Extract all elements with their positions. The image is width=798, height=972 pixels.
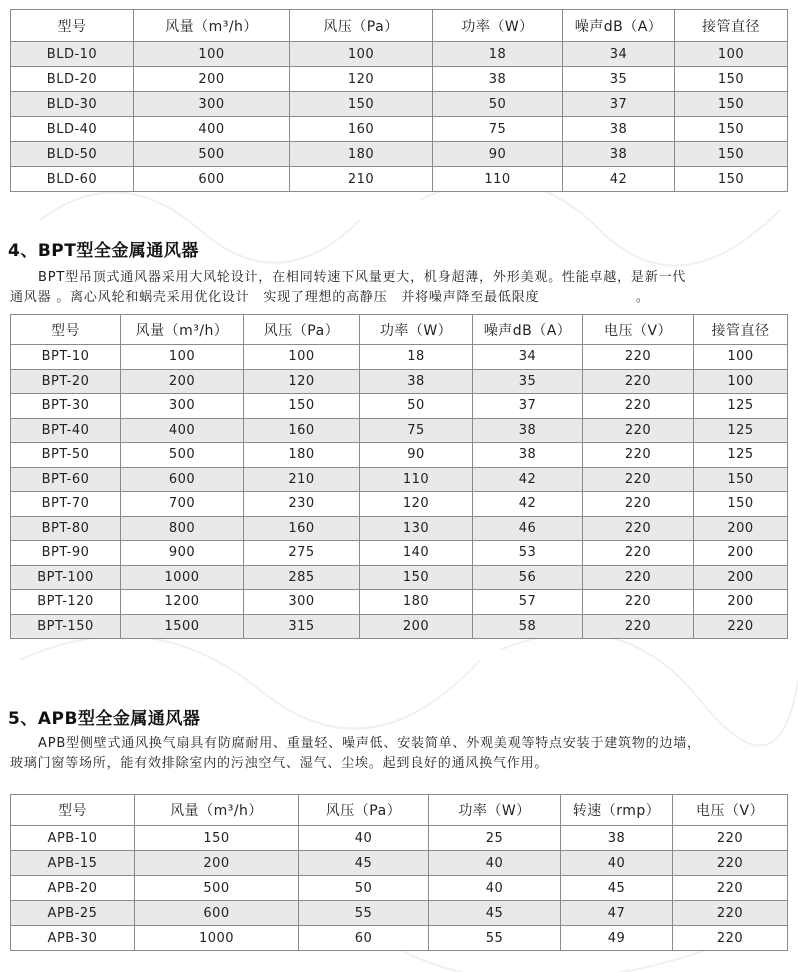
header-model: 型号 xyxy=(11,10,134,42)
cell-voltage: 220 xyxy=(583,614,694,639)
header-model: 型号 xyxy=(11,795,135,826)
cell-pipe-diameter: 100 xyxy=(694,345,788,370)
cell-power: 140 xyxy=(360,541,473,566)
section-4-description-line1: BPT型吊顶式通风器采用大风轮设计，在相同转速下风量更大，机身超薄，外形美观。性能卓越，是新一代 xyxy=(38,270,687,285)
cell-power: 90 xyxy=(360,443,473,468)
cell-pipe-diameter: 150 xyxy=(694,492,788,517)
cell-noise: 37 xyxy=(473,394,583,419)
cell-pressure: 285 xyxy=(244,565,360,590)
cell-pipe-diameter: 200 xyxy=(694,516,788,541)
cell-model: BPT-120 xyxy=(11,590,121,615)
cell-airflow: 1500 xyxy=(121,614,244,639)
cell-airflow: 900 xyxy=(121,541,244,566)
cell-model: APB-30 xyxy=(11,926,135,951)
cell-voltage: 220 xyxy=(583,467,694,492)
header-pressure: 风压（Pa） xyxy=(290,10,433,42)
bpt-spec-table xyxy=(10,314,788,639)
cell-voltage: 220 xyxy=(583,369,694,394)
cell-noise: 42 xyxy=(473,492,583,517)
cell-model: BPT-70 xyxy=(11,492,121,517)
cell-model: APB-25 xyxy=(11,901,135,926)
cell-voltage: 220 xyxy=(583,565,694,590)
header-pipe-diameter: 接管直径 xyxy=(694,315,788,345)
table-row xyxy=(11,418,788,443)
cell-pipe-diameter: 150 xyxy=(694,467,788,492)
cell-pressure: 120 xyxy=(290,67,433,92)
cell-noise: 38 xyxy=(473,418,583,443)
table-row xyxy=(11,369,788,394)
cell-power: 130 xyxy=(360,516,473,541)
table-row xyxy=(11,516,788,541)
table-row xyxy=(11,92,788,117)
table-row xyxy=(11,851,788,876)
cell-pressure: 180 xyxy=(244,443,360,468)
cell-noise: 46 xyxy=(473,516,583,541)
cell-noise: 57 xyxy=(473,590,583,615)
cell-noise: 38 xyxy=(563,142,675,167)
cell-noise: 42 xyxy=(473,467,583,492)
table-row xyxy=(11,42,788,67)
header-airflow: 风量（m³/h） xyxy=(134,10,290,42)
cell-airflow: 800 xyxy=(121,516,244,541)
cell-speed: 40 xyxy=(561,851,673,876)
cell-voltage: 220 xyxy=(583,418,694,443)
cell-voltage: 220 xyxy=(673,901,788,926)
cell-pipe-diameter: 220 xyxy=(694,614,788,639)
cell-pressure: 210 xyxy=(244,467,360,492)
cell-voltage: 220 xyxy=(583,443,694,468)
cell-model: BPT-10 xyxy=(11,345,121,370)
cell-pressure: 100 xyxy=(290,42,433,67)
section-4-description-line2: 通风器 。离心风轮和蜗壳采用优化设计 实现了理想的高静压 并将噪声降至最低限度 。 xyxy=(10,290,650,305)
header-noise: 噪声dB（A） xyxy=(473,315,583,345)
header-pipe-diameter: 接管直径 xyxy=(675,10,788,42)
section-5-title: 5、APB型全金属通风器 xyxy=(8,709,201,729)
cell-airflow: 500 xyxy=(135,876,299,901)
cell-pipe-diameter: 125 xyxy=(694,418,788,443)
cell-model: BPT-50 xyxy=(11,443,121,468)
cell-pressure: 45 xyxy=(299,851,429,876)
cell-power: 38 xyxy=(360,369,473,394)
header-noise: 噪声dB（A） xyxy=(563,10,675,42)
cell-model: BPT-30 xyxy=(11,394,121,419)
cell-power: 55 xyxy=(429,926,561,951)
cell-model: BPT-40 xyxy=(11,418,121,443)
cell-voltage: 220 xyxy=(583,394,694,419)
cell-airflow: 200 xyxy=(135,851,299,876)
cell-power: 75 xyxy=(360,418,473,443)
cell-pipe-diameter: 125 xyxy=(694,394,788,419)
cell-pressure: 160 xyxy=(244,418,360,443)
cell-model: BLD-30 xyxy=(11,92,134,117)
cell-airflow: 500 xyxy=(121,443,244,468)
cell-voltage: 220 xyxy=(583,516,694,541)
cell-airflow: 200 xyxy=(134,67,290,92)
cell-pressure: 100 xyxy=(244,345,360,370)
cell-pipe-diameter: 200 xyxy=(694,590,788,615)
cell-noise: 38 xyxy=(473,443,583,468)
cell-airflow: 1200 xyxy=(121,590,244,615)
cell-power: 75 xyxy=(433,117,563,142)
cell-pressure: 210 xyxy=(290,167,433,192)
cell-power: 50 xyxy=(433,92,563,117)
bpt-table-header xyxy=(11,315,788,345)
cell-pipe-diameter: 100 xyxy=(675,42,788,67)
header-model: 型号 xyxy=(11,315,121,345)
cell-pressure: 275 xyxy=(244,541,360,566)
header-power: 功率（W） xyxy=(429,795,561,826)
cell-noise: 58 xyxy=(473,614,583,639)
cell-voltage: 220 xyxy=(583,541,694,566)
cell-pressure: 120 xyxy=(244,369,360,394)
cell-airflow: 200 xyxy=(121,369,244,394)
header-voltage: 电压（V） xyxy=(583,315,694,345)
cell-airflow: 600 xyxy=(134,167,290,192)
apb-table-header xyxy=(11,795,788,826)
table-row xyxy=(11,117,788,142)
cell-speed: 38 xyxy=(561,826,673,851)
cell-pressure: 230 xyxy=(244,492,360,517)
table-row xyxy=(11,492,788,517)
cell-noise: 35 xyxy=(473,369,583,394)
header-power: 功率（W） xyxy=(360,315,473,345)
cell-power: 180 xyxy=(360,590,473,615)
cell-voltage: 220 xyxy=(673,851,788,876)
cell-power: 40 xyxy=(429,876,561,901)
cell-noise: 56 xyxy=(473,565,583,590)
table-row xyxy=(11,590,788,615)
cell-model: APB-10 xyxy=(11,826,135,851)
cell-voltage: 220 xyxy=(583,590,694,615)
cell-model: BPT-100 xyxy=(11,565,121,590)
table-row xyxy=(11,443,788,468)
cell-voltage: 220 xyxy=(673,926,788,951)
table-row xyxy=(11,876,788,901)
cell-pressure: 150 xyxy=(290,92,433,117)
table-row xyxy=(11,345,788,370)
header-pressure: 风压（Pa） xyxy=(299,795,429,826)
cell-pipe-diameter: 150 xyxy=(675,67,788,92)
table-row xyxy=(11,614,788,639)
cell-airflow: 700 xyxy=(121,492,244,517)
cell-voltage: 220 xyxy=(673,826,788,851)
cell-speed: 49 xyxy=(561,926,673,951)
cell-pipe-diameter: 150 xyxy=(675,117,788,142)
cell-model: BLD-10 xyxy=(11,42,134,67)
table-row xyxy=(11,926,788,951)
cell-pressure: 300 xyxy=(244,590,360,615)
cell-noise: 34 xyxy=(473,345,583,370)
cell-pipe-diameter: 150 xyxy=(675,167,788,192)
cell-airflow: 400 xyxy=(134,117,290,142)
cell-model: APB-15 xyxy=(11,851,135,876)
cell-pipe-diameter: 150 xyxy=(675,142,788,167)
cell-noise: 35 xyxy=(563,67,675,92)
cell-airflow: 1000 xyxy=(121,565,244,590)
cell-pressure: 50 xyxy=(299,876,429,901)
cell-power: 25 xyxy=(429,826,561,851)
table-row xyxy=(11,394,788,419)
cell-model: BPT-60 xyxy=(11,467,121,492)
cell-power: 18 xyxy=(433,42,563,67)
header-voltage: 电压（V） xyxy=(673,795,788,826)
cell-model: BPT-150 xyxy=(11,614,121,639)
cell-model: BLD-20 xyxy=(11,67,134,92)
cell-power: 18 xyxy=(360,345,473,370)
cell-power: 120 xyxy=(360,492,473,517)
cell-airflow: 400 xyxy=(121,418,244,443)
bld-table-header xyxy=(11,10,788,42)
cell-airflow: 300 xyxy=(134,92,290,117)
cell-airflow: 1000 xyxy=(135,926,299,951)
table-row xyxy=(11,901,788,926)
cell-voltage: 220 xyxy=(673,876,788,901)
cell-power: 38 xyxy=(433,67,563,92)
cell-pipe-diameter: 100 xyxy=(694,369,788,394)
table-row xyxy=(11,826,788,851)
cell-airflow: 500 xyxy=(134,142,290,167)
cell-pressure: 60 xyxy=(299,926,429,951)
cell-power: 110 xyxy=(360,467,473,492)
table-row xyxy=(11,142,788,167)
cell-power: 110 xyxy=(433,167,563,192)
section-5-description-line1: APB型侧壁式通风换气扇具有防腐耐用、重量轻、噪声低、安装简单、外观美观等特点安装于建筑物的边墙， xyxy=(38,736,701,751)
cell-pressure: 40 xyxy=(299,826,429,851)
cell-pipe-diameter: 125 xyxy=(694,443,788,468)
cell-model: BPT-80 xyxy=(11,516,121,541)
apb-spec-table xyxy=(10,794,788,951)
cell-pipe-diameter: 200 xyxy=(694,565,788,590)
cell-power: 150 xyxy=(360,565,473,590)
cell-airflow: 600 xyxy=(135,901,299,926)
cell-noise: 37 xyxy=(563,92,675,117)
table-row xyxy=(11,565,788,590)
cell-pressure: 160 xyxy=(244,516,360,541)
section-4-title: 4、BPT型全金属通风器 xyxy=(8,241,199,261)
cell-pressure: 180 xyxy=(290,142,433,167)
cell-noise: 34 xyxy=(563,42,675,67)
section-5-description-line2: 玻璃门窗等场所，能有效排除室内的污浊空气、湿气、尘埃。起到良好的通风换气作用。 xyxy=(10,756,549,771)
table-row xyxy=(11,67,788,92)
cell-noise: 38 xyxy=(563,117,675,142)
cell-power: 50 xyxy=(360,394,473,419)
header-airflow: 风量（m³/h） xyxy=(121,315,244,345)
cell-airflow: 150 xyxy=(135,826,299,851)
cell-pipe-diameter: 150 xyxy=(675,92,788,117)
cell-noise: 42 xyxy=(563,167,675,192)
cell-pressure: 160 xyxy=(290,117,433,142)
table-row xyxy=(11,167,788,192)
cell-model: BLD-60 xyxy=(11,167,134,192)
cell-power: 40 xyxy=(429,851,561,876)
table-row xyxy=(11,467,788,492)
cell-power: 200 xyxy=(360,614,473,639)
cell-speed: 47 xyxy=(561,901,673,926)
cell-model: BPT-20 xyxy=(11,369,121,394)
cell-airflow: 600 xyxy=(121,467,244,492)
cell-model: APB-20 xyxy=(11,876,135,901)
cell-noise: 53 xyxy=(473,541,583,566)
bld-spec-table xyxy=(10,9,788,192)
cell-pipe-diameter: 200 xyxy=(694,541,788,566)
header-airflow: 风量（m³/h） xyxy=(135,795,299,826)
cell-speed: 45 xyxy=(561,876,673,901)
cell-pressure: 55 xyxy=(299,901,429,926)
header-power: 功率（W） xyxy=(433,10,563,42)
header-speed: 转速（rmp） xyxy=(561,795,673,826)
cell-airflow: 300 xyxy=(121,394,244,419)
cell-model: BPT-90 xyxy=(11,541,121,566)
cell-pressure: 315 xyxy=(244,614,360,639)
header-pressure: 风压（Pa） xyxy=(244,315,360,345)
cell-airflow: 100 xyxy=(121,345,244,370)
cell-voltage: 220 xyxy=(583,492,694,517)
cell-power: 90 xyxy=(433,142,563,167)
table-row xyxy=(11,541,788,566)
cell-voltage: 220 xyxy=(583,345,694,370)
cell-power: 45 xyxy=(429,901,561,926)
cell-airflow: 100 xyxy=(134,42,290,67)
cell-model: BLD-40 xyxy=(11,117,134,142)
cell-model: BLD-50 xyxy=(11,142,134,167)
cell-pressure: 150 xyxy=(244,394,360,419)
